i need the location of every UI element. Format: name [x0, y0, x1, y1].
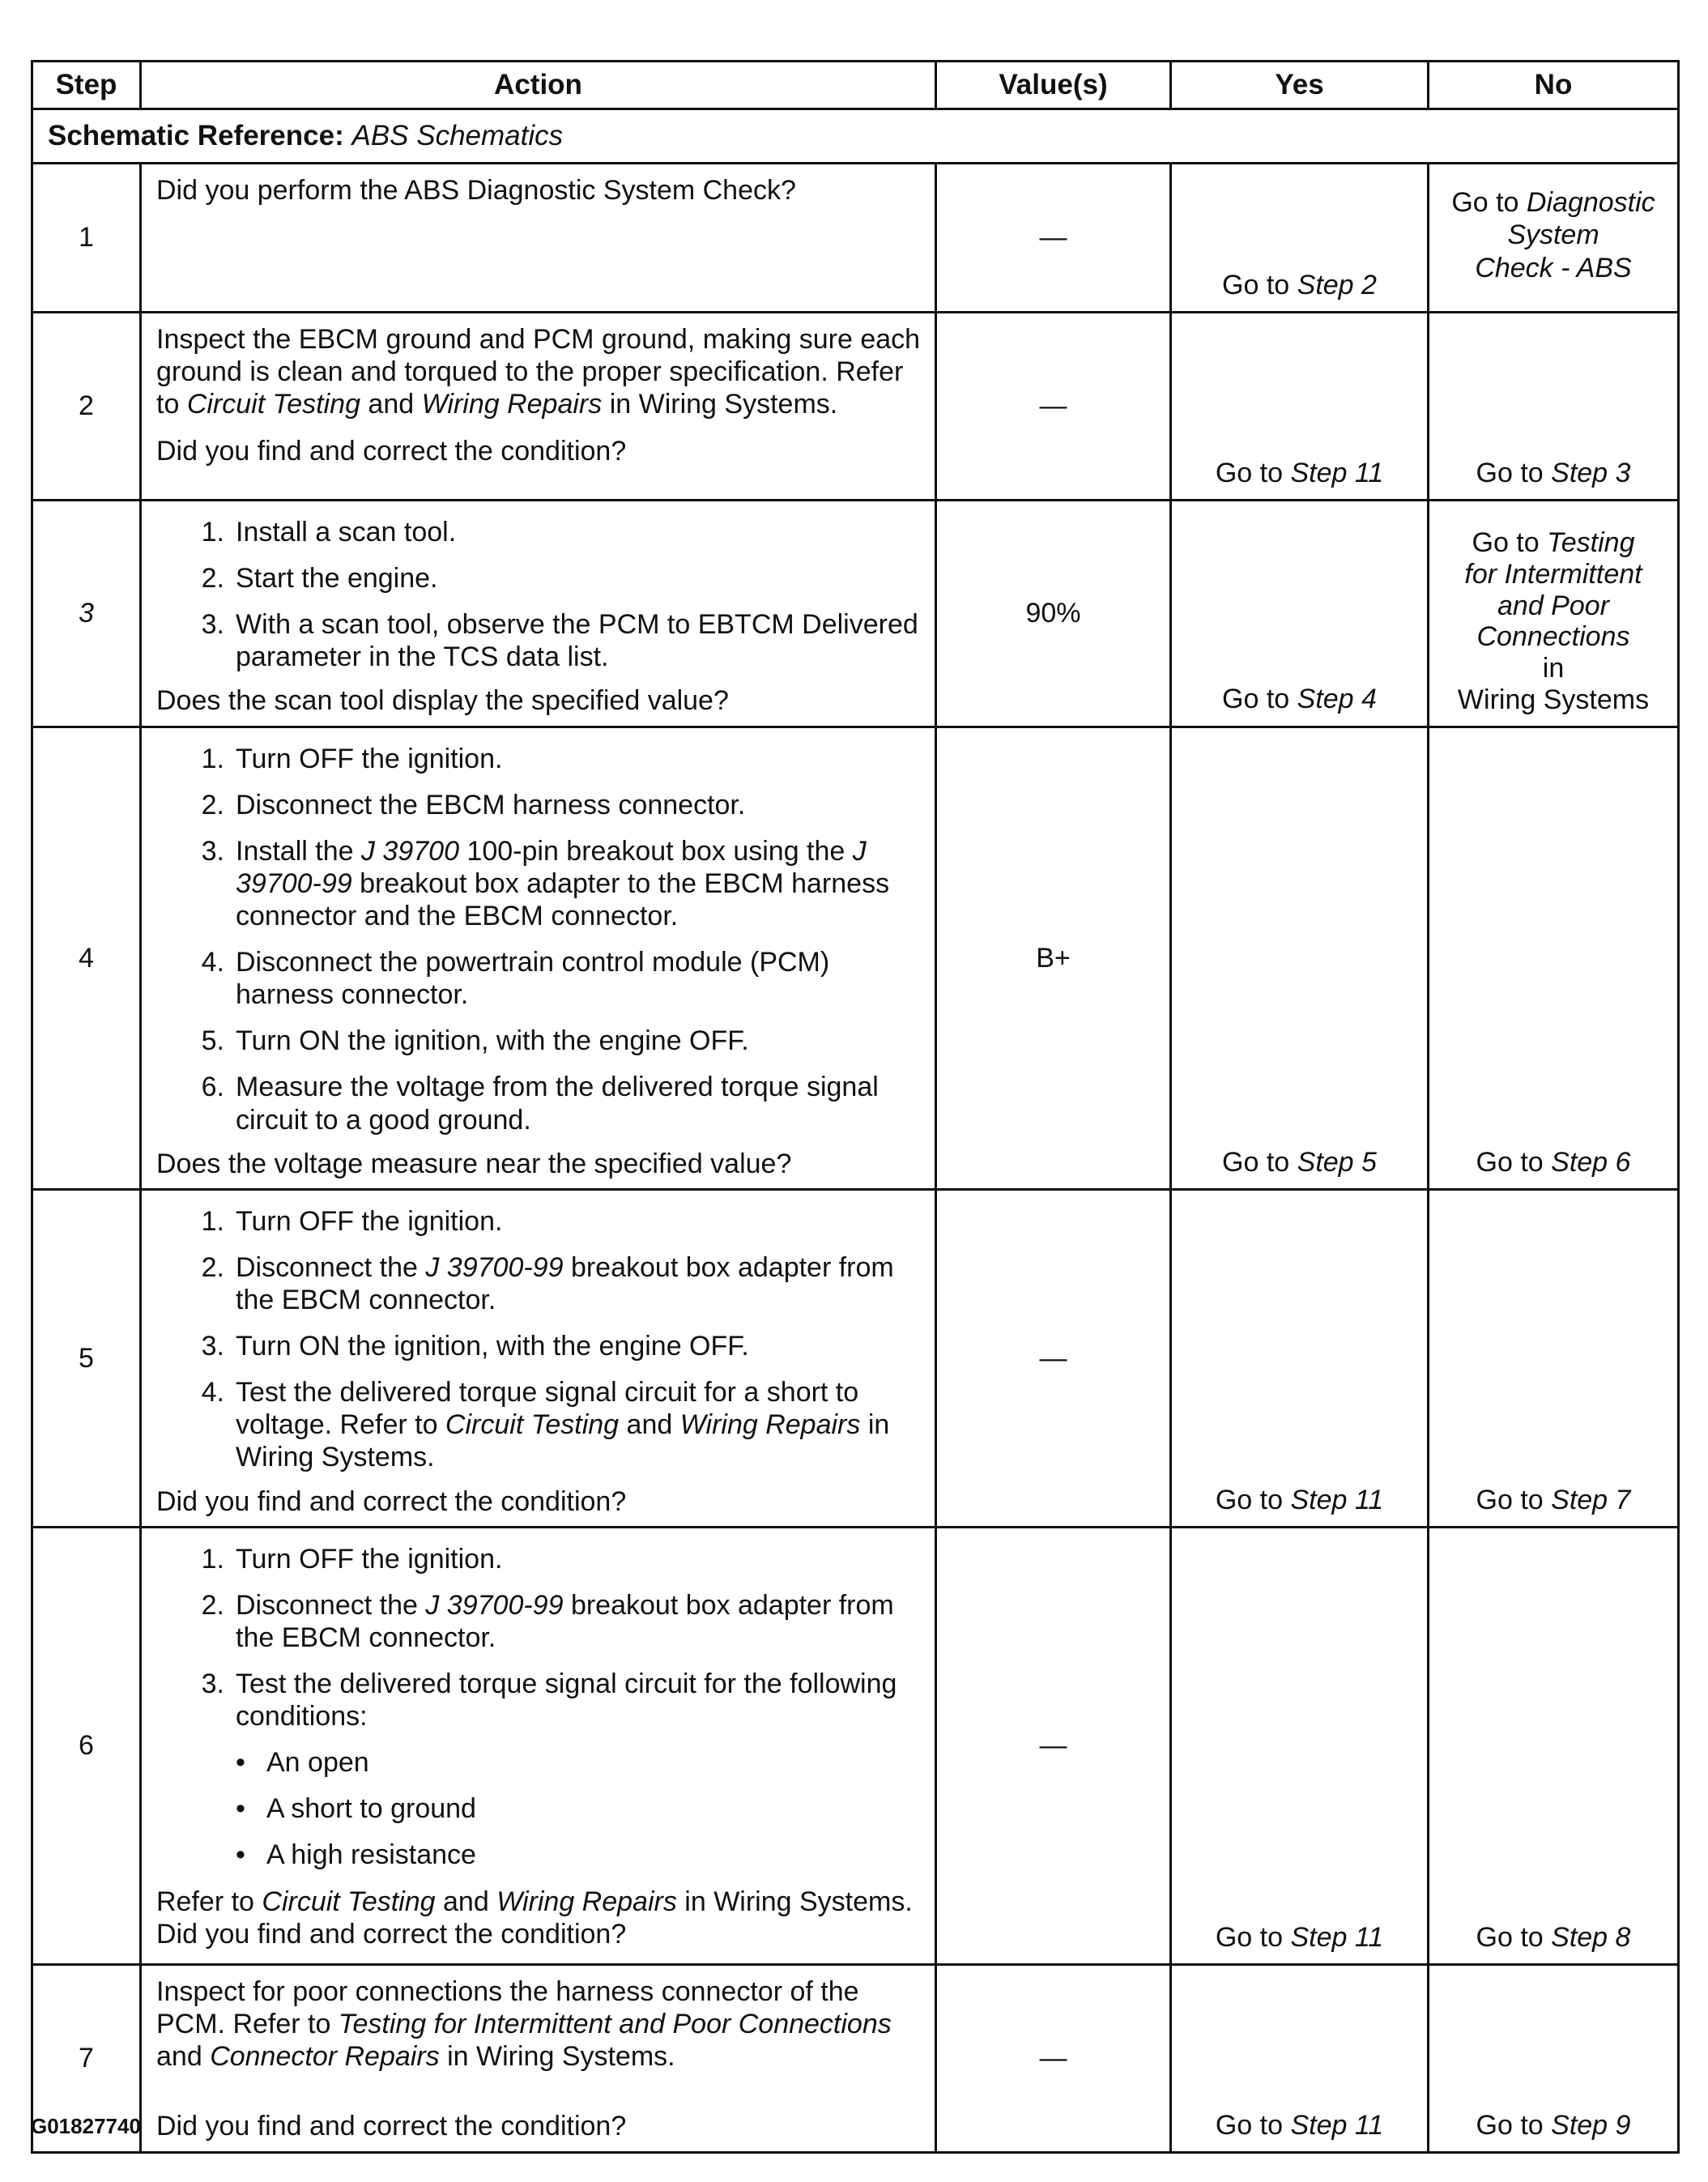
table-row [32, 1527, 1679, 1964]
bullet-item: • An open [236, 1747, 369, 1779]
action-cell [141, 1189, 936, 1527]
instruction: Inspect for poor connections the harness connector of the PCM. Refer to Testing for Intermittent and Poor Connections and Connector Repairs in Wiring Systems. [156, 1975, 892, 2072]
action-cell [141, 727, 936, 1189]
yes-cell: Go to Step 11 [1171, 1964, 1429, 2152]
bullet-item: • A high resistance [236, 1839, 476, 1871]
diagnostic-table [31, 60, 1680, 2154]
no-link: Step 8 [1551, 1921, 1631, 1953]
list-item: 2. Disconnect the J 39700-99 breakout box adapter from the EBCM connector. [201, 1589, 894, 1653]
yes-cell [1171, 164, 1429, 313]
schematic-reference [32, 109, 1679, 164]
action-cell [141, 313, 936, 501]
list-item: 4. Disconnect the powertrain control module (PCM) harness connector. [201, 947, 830, 1011]
schematic-label: Schematic Reference: [48, 120, 344, 152]
no-cell: Go to Step 8 [1429, 1527, 1679, 1964]
yes-link: Step 11 [1290, 2109, 1384, 2141]
instruction: Refer to Circuit Testing and Wiring Repairs in Wiring Systems. [156, 1886, 913, 1917]
no-link: System [1507, 219, 1599, 251]
table-row [32, 313, 1679, 501]
question: Did you find and correct the condition? [156, 1485, 627, 1517]
question: Did you find and correct the condition? [156, 436, 627, 467]
list-item: 3. With a scan tool, observe the PCM to EBTCM Delivered parameter in the TCS data list. [201, 609, 918, 673]
value-cell: — [936, 313, 1171, 501]
question: Did you find and correct the condition? [156, 2110, 627, 2142]
no-link: Diagnostic [1526, 187, 1655, 219]
list-item: 2. Disconnect the EBCM harness connector. [201, 789, 746, 820]
list-item: 3. Turn ON the ignition, with the engine OFF. [201, 1331, 749, 1362]
yes-link: Step 2 [1297, 269, 1377, 300]
action-cell [141, 1964, 936, 2152]
yes-cell: Go to Step 11 [1171, 313, 1429, 501]
no-link: Step 6 [1551, 1146, 1631, 1178]
question: Did you find and correct the condition? [156, 1918, 627, 1950]
header-values: Value(s) [936, 62, 1171, 109]
step-number: 5 [32, 1189, 141, 1527]
list-item: 1. Turn OFF the ignition. [201, 1205, 503, 1237]
yes-prefix: Go to [1222, 269, 1297, 300]
numbered-list [156, 743, 925, 1136]
numbered-list [156, 1543, 925, 1872]
no-link: Step 3 [1551, 457, 1631, 488]
list-item: 1. Install a scan tool. [201, 517, 457, 548]
list-item: 3. Install the J 39700 100-pin breakout box using the J 39700-99 breakout box adapter to the EBCM harness connector and the EBCM connector. [201, 835, 890, 931]
no-link: Testing [1547, 527, 1635, 559]
value-cell: — [936, 164, 1171, 313]
question: Did you perform the ABS Diagnostic System Check? [156, 175, 796, 206]
list-item: 2. Start the engine. [201, 563, 438, 595]
yes-cell: Go to Step 11 [1171, 1189, 1429, 1527]
table-row [32, 501, 1679, 727]
step-number: 1 [32, 164, 141, 313]
no-prefix: Go to [1451, 187, 1527, 219]
value-cell: B+ [936, 727, 1171, 1189]
yes-cell: Go to Step 11 [1171, 1527, 1429, 1964]
no-link: Step 9 [1551, 2109, 1631, 2141]
step-number: 2 [32, 313, 141, 501]
question: Does the scan tool display the specified value? [156, 685, 729, 717]
header-yes: Yes [1171, 62, 1429, 109]
yes-link: Step 11 [1290, 457, 1384, 488]
action-cell [141, 164, 936, 313]
list-item: 5. Turn ON the ignition, with the engine OFF. [201, 1025, 749, 1057]
no-cell: Go to Step 6 [1429, 727, 1679, 1189]
step-number: 6 [32, 1527, 141, 1964]
numbered-list [156, 516, 925, 673]
table-row [32, 727, 1679, 1189]
header-step: Step [32, 62, 141, 109]
yes-link: Step 11 [1290, 1484, 1384, 1515]
step-number: 4 [32, 727, 141, 1189]
no-cell: Go to Step 9 [1429, 1964, 1679, 2152]
no-cell: Go to Testing for Intermittent and Poor Connections in Wiring Systems [1429, 501, 1679, 727]
numbered-list [156, 1205, 925, 1474]
yes-link: Step 5 [1297, 1146, 1377, 1178]
header-no: No [1429, 62, 1679, 109]
list-item: 1. Turn OFF the ignition. [201, 743, 503, 774]
list-item: 4. Test the delivered torque signal circuit for a short to voltage. Refer to Circuit Testing and Wiring Repairs in Wiring Systems. [201, 1377, 890, 1473]
figure-id: G01827740 [31, 2114, 141, 2138]
table-row [32, 1189, 1679, 1527]
list-item: 2. Disconnect the J 39700-99 breakout box adapter from the EBCM connector. [201, 1251, 894, 1315]
schematic-link: ABS Schematics [351, 120, 564, 152]
no-link: Check - ABS [1475, 252, 1632, 283]
action-cell [141, 501, 936, 727]
list-item: 1. Turn OFF the ignition. [201, 1543, 503, 1575]
action-cell [141, 1527, 936, 1964]
step-number: 7 [32, 1964, 141, 2152]
no-link: Step 7 [1551, 1484, 1631, 1515]
header-action: Action [141, 62, 936, 109]
yes-cell: Go to Step 5 [1171, 727, 1429, 1189]
table-row [32, 1964, 1679, 2152]
no-cell [1429, 164, 1679, 313]
step-number: 3 [32, 501, 141, 727]
value-cell: 90% [936, 501, 1171, 727]
value-cell: — [936, 1189, 1171, 1527]
value-cell: — [936, 1964, 1171, 2152]
yes-link: Step 11 [1290, 1921, 1384, 1953]
bullet-item: • A short to ground [236, 1793, 476, 1825]
table-row [32, 164, 1679, 313]
yes-link: Step 4 [1297, 684, 1377, 715]
header-row [32, 62, 1679, 109]
yes-cell: Go to Step 4 [1171, 501, 1429, 727]
question: Does the voltage measure near the specified value? [156, 1148, 792, 1179]
value-cell: — [936, 1527, 1171, 1964]
list-item: 3. Test the delivered torque signal circuit for the following conditions: [201, 1668, 897, 1732]
no-cell: Go to Step 3 [1429, 313, 1679, 501]
list-item: 6. Measure the voltage from the delivered torque signal circuit to a good ground. [201, 1072, 879, 1136]
schematic-row [32, 109, 1679, 164]
instruction: Inspect the EBCM ground and PCM ground, making sure each ground is clean and torqued to the proper specification. Refer to Circuit Testing and Wiring Repairs in Wiring Systems. [156, 324, 921, 420]
no-cell: Go to Step 7 [1429, 1189, 1679, 1527]
